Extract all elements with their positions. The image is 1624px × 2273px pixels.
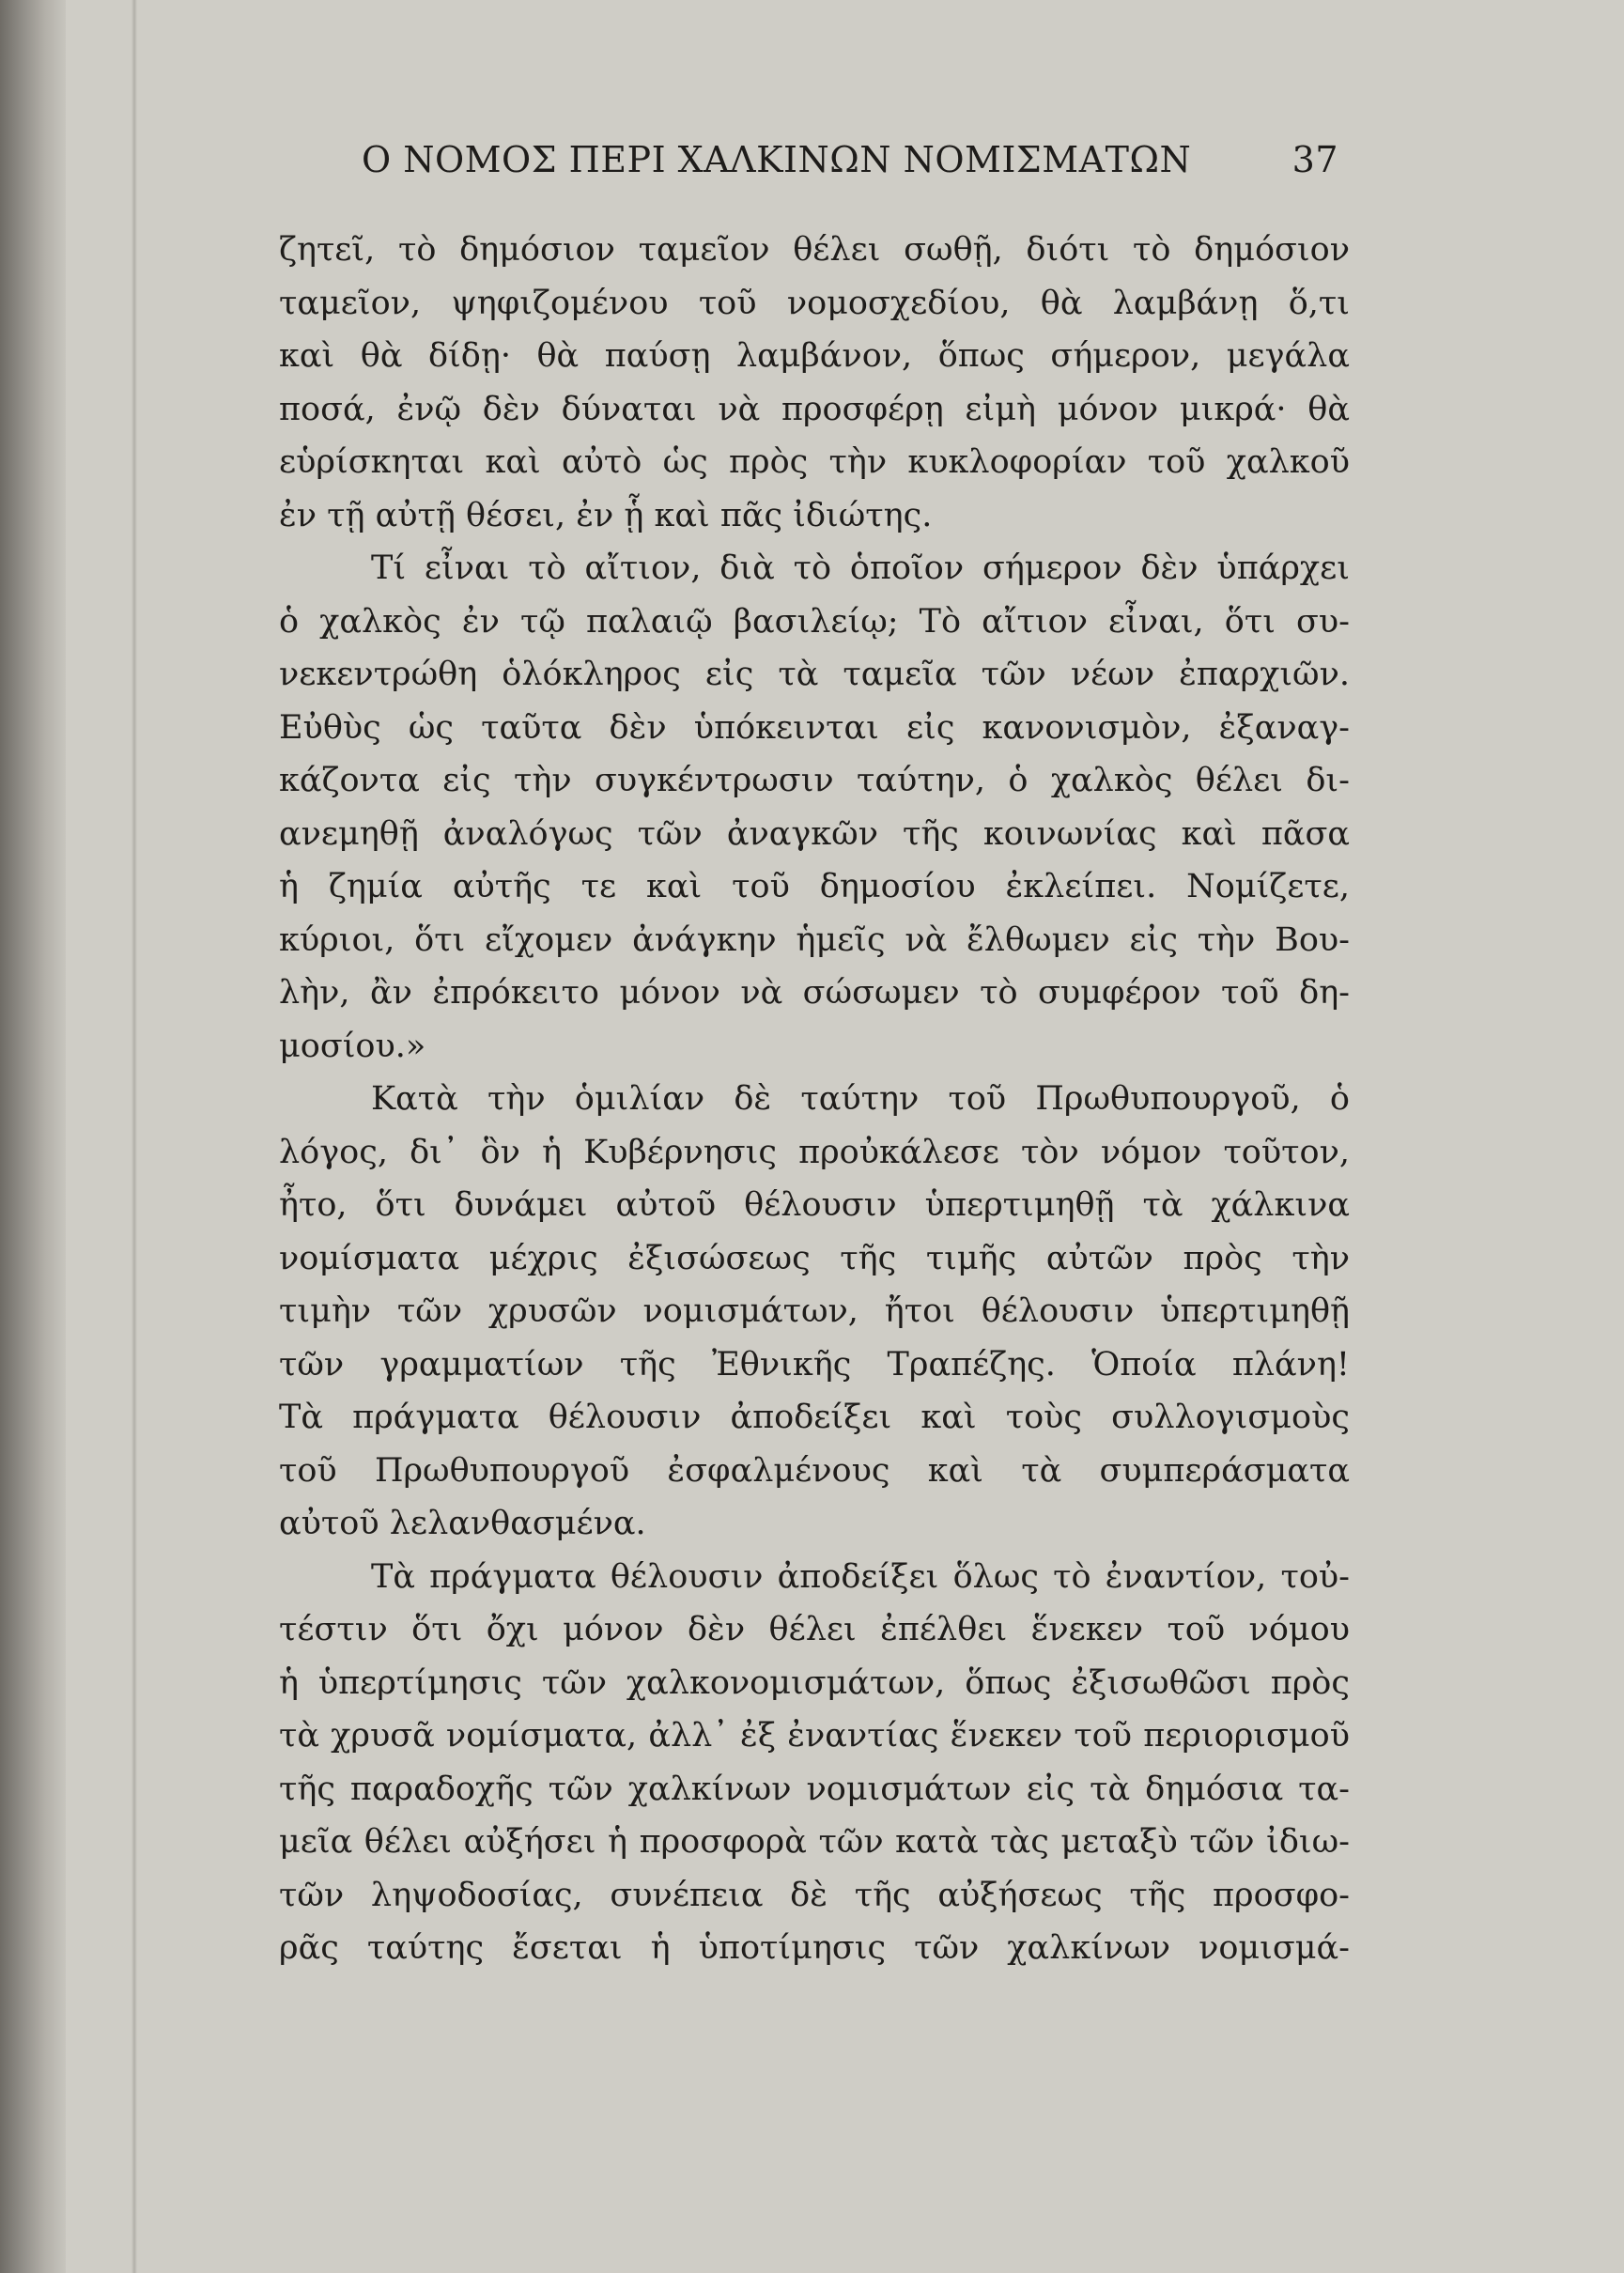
text-line: Τὰ πράγματα θέλουσιν ἀποδείξει καὶ τοὺς συλλογισμοὺς xyxy=(279,1399,1350,1436)
page-gutter-shadow xyxy=(0,0,66,2273)
page-number: 37 xyxy=(1291,139,1338,180)
text-line: νεκεντρώθη ὁλόκληρος εἰς τὰ ταμεῖα τῶν νέων ἐπαρχιῶν. xyxy=(279,656,1350,693)
text-line: τῆς παραδοχῆς τῶν χαλκίνων νομισμάτων εἰς τὰ δημόσια τα- xyxy=(279,1770,1350,1808)
text-line: λόγος, δι᾽ ὃν ἡ Κυβέρνησις προὐκάλεσε τὸν νόμον τοῦτον, xyxy=(279,1133,1350,1171)
text-line: τέστιν ὅτι ὄχι μόνον δὲν θέλει ἐπέλθει ἕνεκεν τοῦ νόμου xyxy=(279,1611,1350,1648)
text-line: καὶ θὰ δίδῃ· θὰ παύσῃ λαμβάνον, ὅπως σήμερον, μεγάλα xyxy=(279,337,1350,375)
text-line: ταμεῖον, ψηφιζομένου τοῦ νομοσχεδίου, θὰ λαμβάνῃ ὅ,τι xyxy=(279,284,1350,322)
text-line: τῶν γραμματίων τῆς Ἐθνικῆς Τραπέζης. Ὁποία πλάνη! xyxy=(279,1345,1350,1384)
text-line: ὁ χαλκὸς ἐν τῷ παλαιῷ βασιλείῳ; Τὸ αἴτιον εἶναι, ὅτι συ- xyxy=(279,602,1350,641)
text-line: ἡ ὑπερτίμησις τῶν χαλκονομισμάτων, ὅπως ἐξισωθῶσι πρὸς xyxy=(279,1663,1350,1702)
running-title: Ο ΝΟΜΟΣ ΠΕΡΙ ΧΑΛΚΙΝΩΝ ΝΟΜΙΣΜΑΤΩΝ xyxy=(362,139,1192,180)
paragraph-start-line: Κατὰ τὴν ὁμιλίαν δὲ ταύτην τοῦ Πρωθυπουργοῦ, ὁ xyxy=(371,1080,1350,1118)
text-line: μοσίου.» xyxy=(279,1027,426,1065)
text-line: τῶν ληψοδοσίας, συνέπεια δὲ τῆς αὐξήσεως τῆς προσφο- xyxy=(279,1876,1350,1914)
text-line: τιμὴν τῶν χρυσῶν νομισμάτων, ἤτοι θέλουσιν ὑπερτιμηθῇ xyxy=(279,1292,1350,1330)
text-line: τοῦ Πρωθυπουργοῦ ἐσφαλμένους καὶ τὰ συμπεράσματα xyxy=(279,1451,1350,1490)
text-line: εὑρίσκηται καὶ αὐτὸ ὡς πρὸς τὴν κυκλοφορίαν τοῦ χαλκοῦ xyxy=(279,443,1350,481)
paragraph-start-line: Τί εἶναι τὸ αἴτιον, διὰ τὸ ὁποῖον σήμερον δὲν ὑπάρχει xyxy=(371,549,1350,587)
running-header xyxy=(362,139,1338,180)
text-line: ἦτο, ὅτι δυνάμει αὐτοῦ θέλουσιν ὑπερτιμηθῇ τὰ χάλκινα xyxy=(279,1186,1350,1224)
text-line: ανεμηθῇ ἀναλόγως τῶν ἀναγκῶν τῆς κοινωνίας καὶ πᾶσα xyxy=(279,814,1350,853)
text-line: ζητεῖ, τὸ δημόσιον ταμεῖον θέλει σωθῇ, διότι τὸ δημόσιον xyxy=(279,231,1350,269)
text-line: τὰ χρυσᾶ νομίσματα, ἀλλ᾽ ἐξ ἐναντίας ἕνεκεν τοῦ περιορισμοῦ xyxy=(279,1717,1350,1755)
page-fold-line xyxy=(131,0,137,2273)
text-line: ἐν τῇ αὐτῇ θέσει, ἐν ᾗ καὶ πᾶς ἰδιώτης. xyxy=(279,496,933,534)
text-line: ἡ ζημία αὐτῆς τε καὶ τοῦ δημοσίου ἐκλείπει. Νομίζετε, xyxy=(279,868,1350,905)
text-line: κύριοι, ὅτι εἴχομεν ἀνάγκην ἡμεῖς νὰ ἔλθωμεν εἰς τὴν Βου- xyxy=(279,920,1350,959)
text-line: ποσά, ἐνῷ δὲν δύναται νὰ προσφέρῃ εἰμὴ μόνον μικρά· θὰ xyxy=(279,390,1350,428)
text-line: κάζοντα εἰς τὴν συγκέντρωσιν ταύτην, ὁ χαλκὸς θέλει δι- xyxy=(279,762,1350,799)
paragraph-start-line: Τὰ πράγματα θέλουσιν ἀποδείξει ὅλως τὸ ἐναντίον, τοὐ- xyxy=(371,1557,1350,1596)
text-line: αὐτοῦ λελανθασμένα. xyxy=(279,1505,646,1542)
body-text xyxy=(279,224,1350,1975)
text-line: νομίσματα μέχρις ἐξισώσεως τῆς τιμῆς αὐτῶν πρὸς τὴν xyxy=(279,1239,1350,1277)
text-line: Εὐθὺς ὡς ταῦτα δὲν ὑπόκεινται εἰς κανονισμὸν, ἐξαναγ- xyxy=(279,708,1350,747)
text-line: λὴν, ἂν ἐπρόκειτο μόνον νὰ σώσωμεν τὸ συμφέρον τοῦ δη- xyxy=(279,974,1350,1012)
text-line: μεῖα θέλει αὐξήσει ἡ προσφορὰ τῶν κατὰ τὰς μεταξὺ τῶν ἰδιω- xyxy=(279,1823,1350,1861)
text-line: ρᾶς ταύτης ἔσεται ἡ ὑποτίμησις τῶν χαλκίνων νομισμά- xyxy=(279,1929,1350,1967)
